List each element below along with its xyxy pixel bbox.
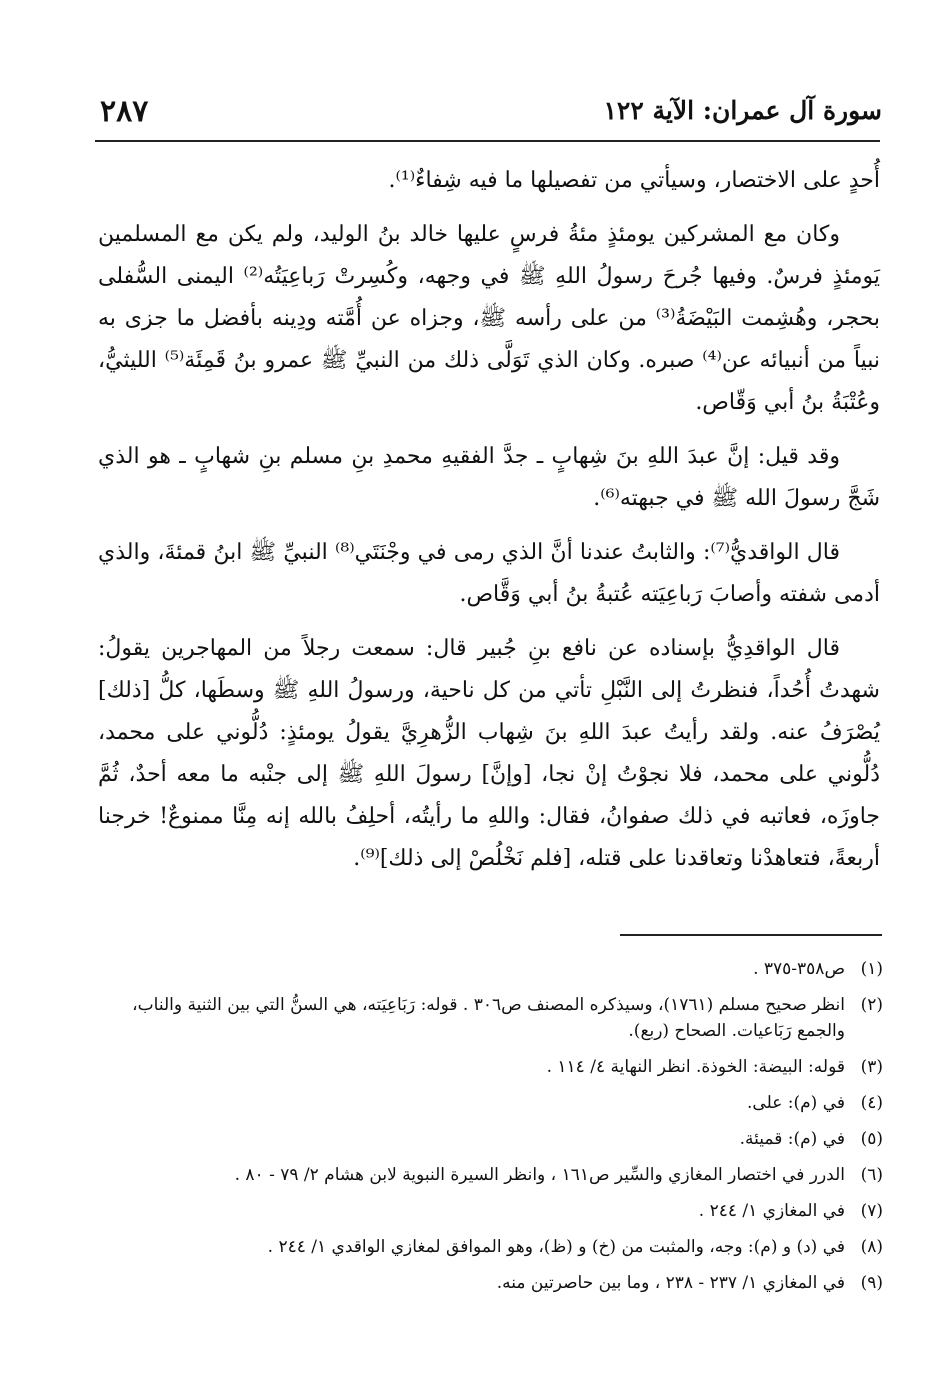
footnote [98, 1090, 883, 1116]
footnote [98, 956, 883, 982]
footnote-text: قوله: البيضة: الخوذة. انظر النهاية ٤/ ١١٤ . [546, 1057, 845, 1077]
footnote-number: (٤) [860, 1093, 883, 1113]
footnote [98, 1234, 883, 1260]
footnote-number: (١) [860, 959, 883, 979]
header-rule [95, 140, 880, 142]
footnote-number: (٧) [860, 1201, 883, 1221]
footnote-text: ص٣٥٨-٣٧٥ . [753, 959, 845, 979]
footnote-text: في (م): قميئة. [739, 1129, 845, 1149]
footnote-text: في المغازي ١/ ٢٣٧ - ٢٣٨ ، وما بين حاصرتين منه. [496, 1273, 845, 1293]
footnote [98, 1270, 883, 1296]
page-number: ٢٨٧ [100, 94, 149, 129]
footnote-number: (٢) [860, 995, 883, 1015]
footnote-text: في المغازي ١/ ٢٤٤ . [698, 1201, 845, 1221]
page-header [100, 88, 882, 134]
footnote-number: (٩) [860, 1273, 883, 1293]
footnote-text: في (م): على. [747, 1093, 845, 1113]
footnote [98, 992, 883, 1044]
footnote [98, 1054, 883, 1080]
footnote [98, 1162, 883, 1188]
footnote-rule [620, 934, 882, 936]
footnote-number: (٥) [860, 1129, 883, 1149]
footnote-number: (٦) [860, 1165, 883, 1185]
footnote-text: الدرر في اختصار المغازي والسِّير ص١٦١ ، وانظر السيرة النبوية لابن هشام ٢/ ٧٩ - ٨٠ . [234, 1165, 845, 1185]
paragraph: قال الواقدِيُّ بإسناده عن نافع بنِ جُبير قال: سمعت رجلاً من المهاجرين يقولُ: شهدتُ أُحُداً، فنظرتُ إلى النَّبْلِ تأتي من كل ناحية، ورسولُ اللهِ ﷺ وسطَها، كلُّ [ذلك] يُصْرَفُ عنه. ولقد رأيتُ عبدَ اللهِ بنَ شِهاب الزُّهرِيَّ يقولُ يومئذٍ: دُلُّوني على محمد، دُلُّوني على محمد، فلا نجوْتُ إنْ نجا، [وإنَّ] رسولَ اللهِ ﷺ إلى جنْبه ما معه أحدٌ، ثُمَّ جاوزَه، فعاتبه في ذلك صفوانُ، فقال: واللهِ ما رأيتُه، أحلِفُ بالله إنه مِنَّا ممنوعٌ! خرجنا أربعةً، فتعاهدْنا وتعاقدنا على قتله، [فلم نَخْلُصْ إلى ذلك]⁽⁹⁾. [98, 636, 880, 871]
main-text [98, 160, 880, 892]
footnote-text: في (د) و (م): وجه، والمثبت من (خ) و (ظ)، وهو الموافق لمغازي الواقدي ١/ ٢٤٤ . [267, 1237, 845, 1257]
paragraph: وكان مع المشركين يومئذٍ مئةُ فرسٍ عليها خالد بنُ الوليد، ولم يكن مع المسلمين يَومئذٍ فرسٌ. وفيها جُرحَ رسولُ اللهِ ﷺ في وجهه، وكُسِرتْ رَباعِيَتُه⁽²⁾ اليمنى السُّفلى بحجر، وهُشِمت البَيْضَةُ⁽³⁾ من على رأسه ﷺ، وجزاه عن أُمَّته ودِينه بأفضل ما جزى به نبياً من أنبيائه عن⁽⁴⁾ صبره. وكان الذي تَوَلَّى ذلك من النبيِّ ﷺ عمرو بنُ قَمِئَة⁽⁵⁾ الليثيُّ، وعُتْبَةُ بنُ أبي وَقّاص. [98, 222, 881, 415]
running-title: سورة آل عمران: الآية ١٢٢ [603, 96, 882, 125]
footnote-number: (٣) [860, 1057, 883, 1077]
footnote [98, 1126, 883, 1152]
footnote [98, 1198, 883, 1224]
footnote-text: انظر صحيح مسلم (١٧٦١)، وسيذكره المصنف ص٣٠٦ . قوله: رَبَاعِيَته، هي السنُّ التي بين الثنية والناب، والجمع رَبَاعيات. الصحاح (ربع). [132, 995, 845, 1041]
paragraph: أُحدٍ على الاختصار، وسيأتي من تفصيلها ما فيه شِفاءٌ⁽¹⁾. [388, 168, 880, 193]
footnotes [98, 956, 883, 1306]
paragraph: وقد قيل: إنَّ عبدَ اللهِ بنَ شِهابٍ ـ جدَّ الفقيهِ محمدِ بنِ مسلم بنِ شهابٍ ـ هو الذي شَجَّ رسولَ الله ﷺ في جبهته⁽⁶⁾. [98, 444, 880, 511]
footnote-number: (٨) [860, 1237, 883, 1257]
paragraph: قال الواقديُّ⁽⁷⁾: والثابتُ عندنا أنَّ الذي رمى في وجْنَتَي⁽⁸⁾ النبيِّ ﷺ ابنُ قمئةَ، والذي أدمى شفته وأصابَ رَباعِيَته عُتبةُ بنُ أبي وَقَّاص. [98, 540, 880, 607]
